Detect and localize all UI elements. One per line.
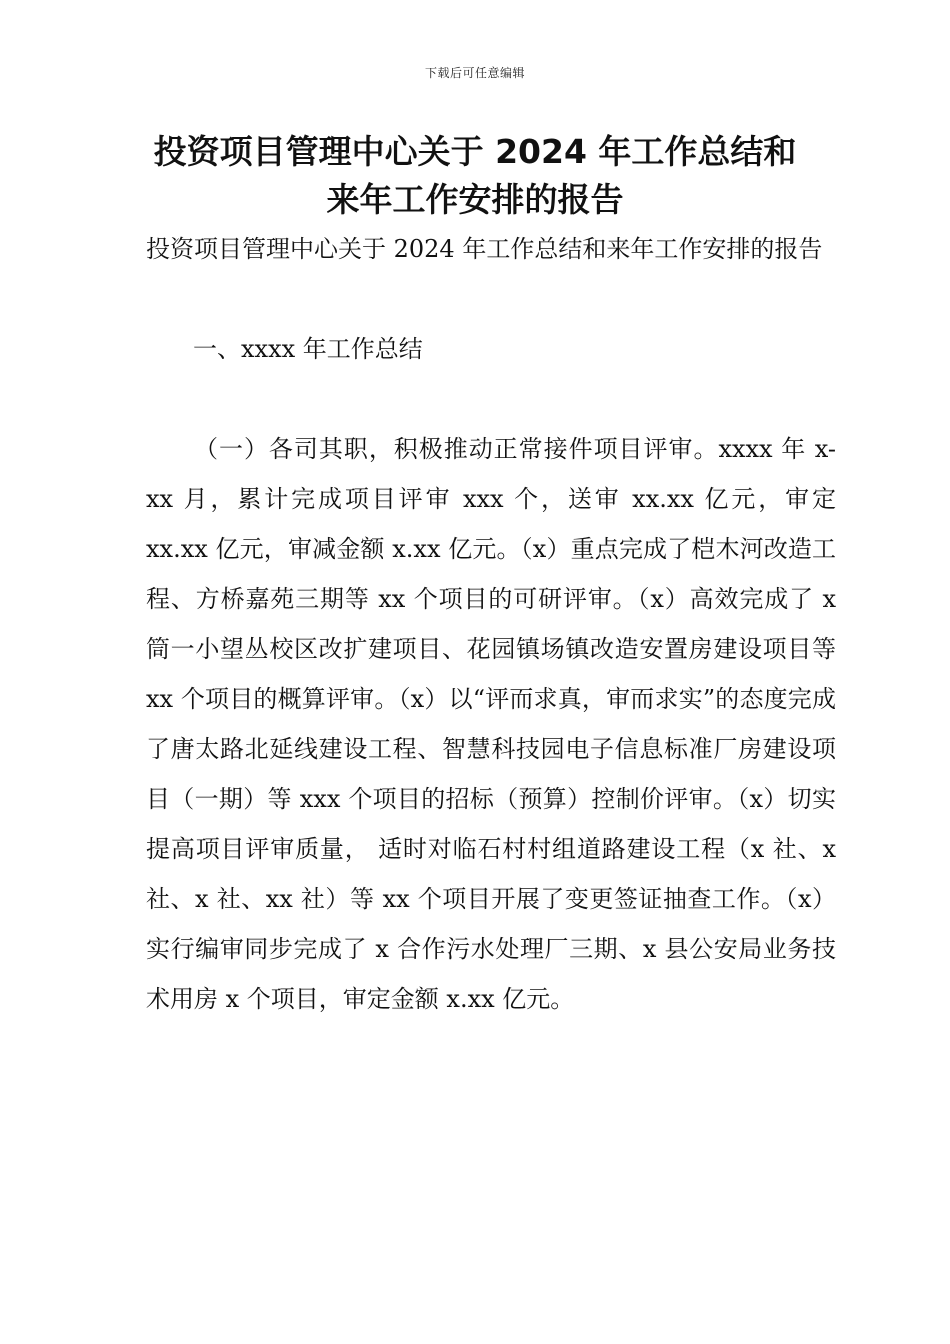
- body-paragraph: （一）各司其职，积极推动正常接件项目评审。xxxx 年 x-xx 月，累计完成项目评审 xxx 个，送审 xx.xx 亿元，审定 xx.xx 亿元，审减金额 x.xx 亿元。（x）重点完成了桤木河改造工程、方桥嘉苑三期等 xx 个项目的可研评审。（x）高效完成了 x 筒一小望丛校区改扩建项目、花园镇场镇改造安置房建设项目等 xx 个项目的概算评审。（x）以“评而求真，审而求实”的态度完成了唐太路北延线建设工程、智慧科技园电子信息标准厂房建设项目（一期）等 xxx 个项目的招标（预算）控制价评审。（x）切实提高项目评审质量， 适时对临石村村组道路建设工程（x 社、x 社、x 社、xx 社）等 xx 个项目开展了变更签证抽查工作。（x）实行编审同步完成了 x 合作污水处理厂三期、x 县公安局业务技术用房 x 个项目，审定金额 x.xx 亿元。: [146, 435, 836, 1013]
- title-line-2: 来年工作安排的报告: [326, 180, 624, 219]
- document-title: [120, 128, 830, 224]
- document-subtitle: 投资项目管理中心关于 2024 年工作总结和来年工作安排的报告: [146, 235, 823, 263]
- title-line-1: 投资项目管理中心关于 2024 年工作总结和: [153, 132, 797, 171]
- header-note: 下载后可任意编辑: [424, 66, 525, 80]
- section-heading: 一、xxxx 年工作总结: [193, 335, 423, 363]
